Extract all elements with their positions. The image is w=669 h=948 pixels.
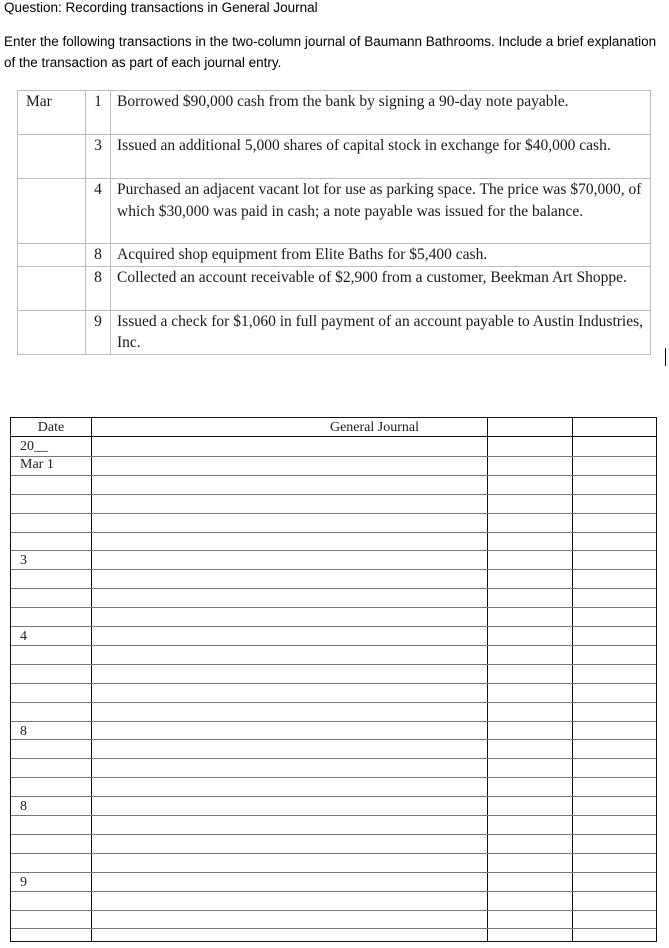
transaction-description: Purchased an adjacent vacant lot for use as parking space. The price was $70,000, of which $30,000 was paid in cash; a note payable was issued for the balance. [111,179,651,244]
transactions-table [17,90,651,350]
journal-row-line [11,683,656,684]
transaction-day: 3 [86,135,111,179]
journal-row-line [11,796,656,797]
journal-header [11,418,656,437]
journal-row-line [11,607,656,608]
journal-row-line [11,569,656,570]
question-instructions: Enter the following transactions in the two-column journal of Baumann Bathrooms. Include a brief explanation of the transaction as part of each journal entry. [4,34,657,70]
transaction-month [18,310,86,354]
journal-row-line [11,588,656,589]
transaction-row [18,179,651,244]
journal-row-line [11,494,656,495]
text-cursor-mark [665,348,666,366]
journal-row-line [11,739,656,740]
transaction-row [18,310,651,354]
journal-row-line [11,702,656,703]
transaction-day: 4 [86,179,111,244]
column-divider-date [91,418,92,941]
journal-row-line [11,532,656,533]
transaction-description: Acquired shop equipment from Elite Baths for $5,400 cash. [111,244,651,267]
journal-row-line [11,815,656,816]
journal-row-line [11,910,656,911]
transaction-description: Borrowed $90,000 cash from the bank by signing a 90-day note payable. [111,91,651,135]
journal-date-header: Date [37,420,65,435]
transaction-row [18,135,651,179]
journal-year: 20__ [20,439,48,454]
transaction-row [18,244,651,267]
journal-date-text: 8 [20,799,27,815]
column-divider-debit [487,418,488,941]
general-journal-grid [10,417,657,942]
journal-date-text: 9 [20,874,27,890]
journal-date-text: 3 [20,553,27,569]
transaction-day: 8 [86,266,111,310]
transaction-month: Mar [18,91,86,135]
transaction-description: Issued a check for $1,060 in full payment of an account payable to Austin Industries, Inc. [111,310,651,354]
transaction-description: Issued an additional 5,000 shares of capital stock in exchange for $40,000 cash. [111,135,651,179]
journal-row-line [11,891,656,892]
transaction-day: 9 [86,310,111,354]
journal-date-mar-1: Mar 1 [20,457,54,472]
journal-row-line [11,626,656,627]
journal-row-line [11,550,656,551]
transaction-day: 8 [86,244,111,267]
journal-row-line [11,777,656,778]
journal-row-line [11,758,656,759]
journal-row-line [11,456,656,457]
journal-row-line [11,872,656,873]
transaction-day: 1 [86,91,111,135]
transaction-description: Collected an account receivable of $2,900 from a customer, Beekman Art Shoppe. [111,266,651,310]
transaction-month [18,179,86,244]
transaction-row [18,91,651,135]
journal-date-text: 8 [20,723,27,739]
journal-row-line [11,834,656,835]
transaction-month [18,266,86,310]
journal-date-text: 4 [20,629,27,644]
journal-row-line [11,721,656,722]
column-divider-credit [572,418,573,941]
journal-title-header: General Journal [329,420,420,435]
journal-row-line [11,928,656,929]
transaction-row [18,266,651,310]
transaction-month [18,244,86,267]
question-title: Question: Recording transactions in General Journal [4,0,318,15]
transaction-month [18,135,86,179]
journal-row-line [11,475,656,476]
journal-row-line [11,513,656,514]
journal-row-line [11,853,656,854]
journal-row-line [11,664,656,665]
journal-row-line [11,645,656,646]
